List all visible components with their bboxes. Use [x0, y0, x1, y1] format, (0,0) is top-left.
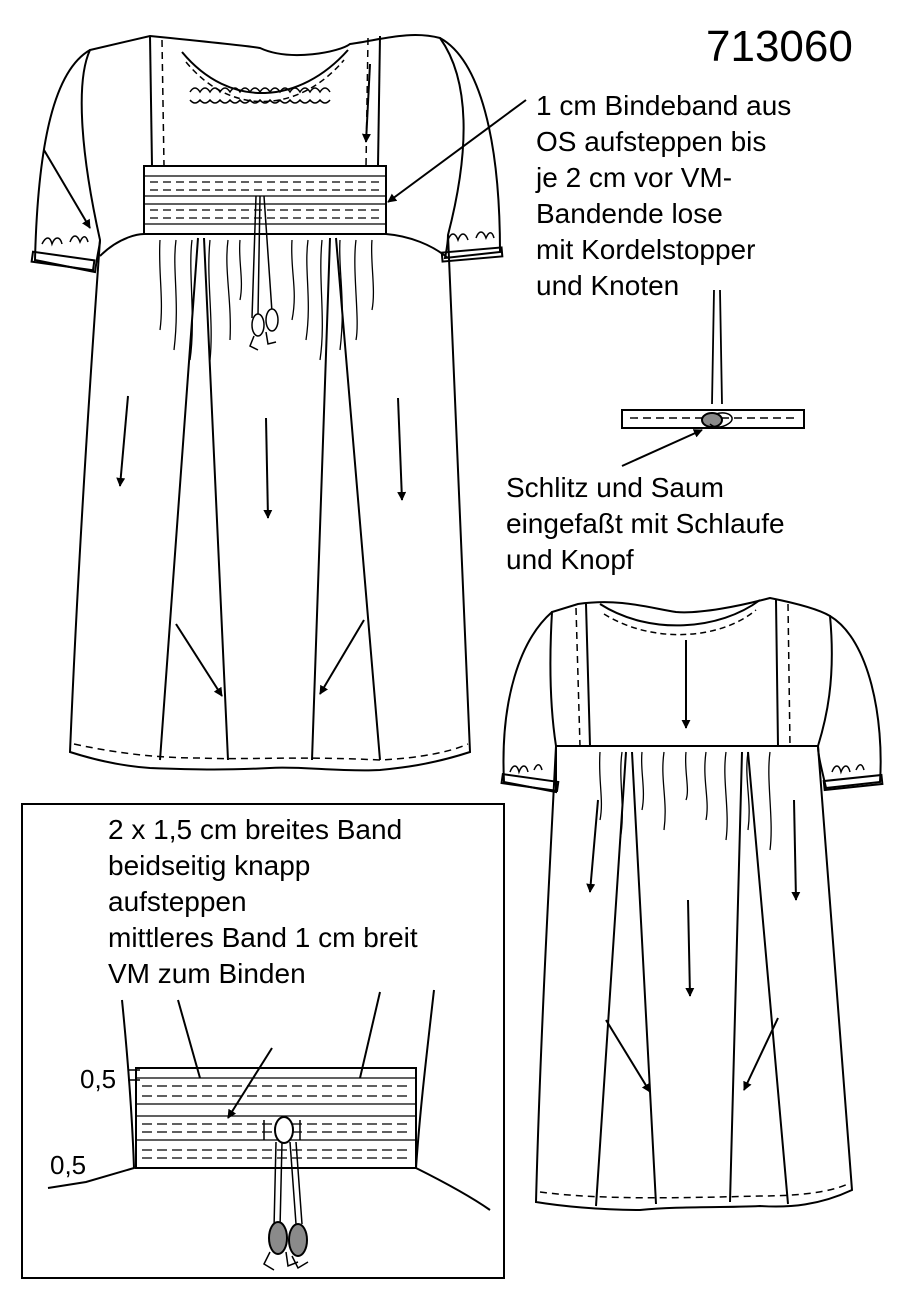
note-line: Schlitz und Saum — [506, 472, 724, 503]
front-tie-cords — [250, 196, 278, 350]
note-line: je 2 cm vor VM- — [536, 162, 733, 193]
bands-detail-note — [108, 812, 418, 992]
back-body-outline — [536, 598, 852, 1210]
note-line: Bandende lose — [536, 198, 723, 229]
front-neck-frill — [190, 88, 330, 92]
slit-note-pointer — [622, 430, 702, 466]
ribbon-note-pointer — [388, 100, 526, 202]
note-line: eingefaßt mit Schlaufe — [506, 508, 785, 539]
back-grain-arrows — [590, 640, 796, 1092]
note-line: mit Kordelstopper — [536, 234, 756, 265]
front-left-panel-seam — [150, 36, 152, 166]
band-detail — [48, 990, 490, 1270]
back-left-sleeve — [503, 612, 556, 792]
slit-hem-note — [506, 470, 785, 578]
measurement-bottom: 0,5 — [50, 1150, 87, 1180]
note-line: und Knoten — [536, 270, 680, 301]
front-right-panel-seam — [378, 36, 380, 166]
note-line: und Knopf — [506, 544, 634, 575]
note-line: 1 cm Bindeband aus — [536, 90, 792, 121]
front-left-slit — [160, 238, 228, 760]
pattern-number: 713060 — [706, 22, 853, 71]
note-line: 2 x 1,5 cm breites Band — [108, 814, 403, 845]
measurement-top: 0,5 — [80, 1064, 117, 1094]
front-neckline — [182, 50, 348, 93]
front-view — [32, 35, 503, 770]
note-line: aufsteppen — [108, 886, 247, 917]
note-line: OS aufsteppen bis — [536, 126, 767, 157]
note-line: mittleres Band 1 cm breit — [108, 922, 418, 953]
ribbon-tie-note — [536, 88, 791, 304]
front-body-outline — [70, 35, 470, 770]
slit-detail — [622, 290, 804, 466]
back-view — [502, 598, 883, 1210]
note-line: beidseitig knapp — [108, 850, 311, 881]
front-right-sleeve — [440, 38, 500, 258]
note-line: VM zum Binden — [108, 958, 306, 989]
